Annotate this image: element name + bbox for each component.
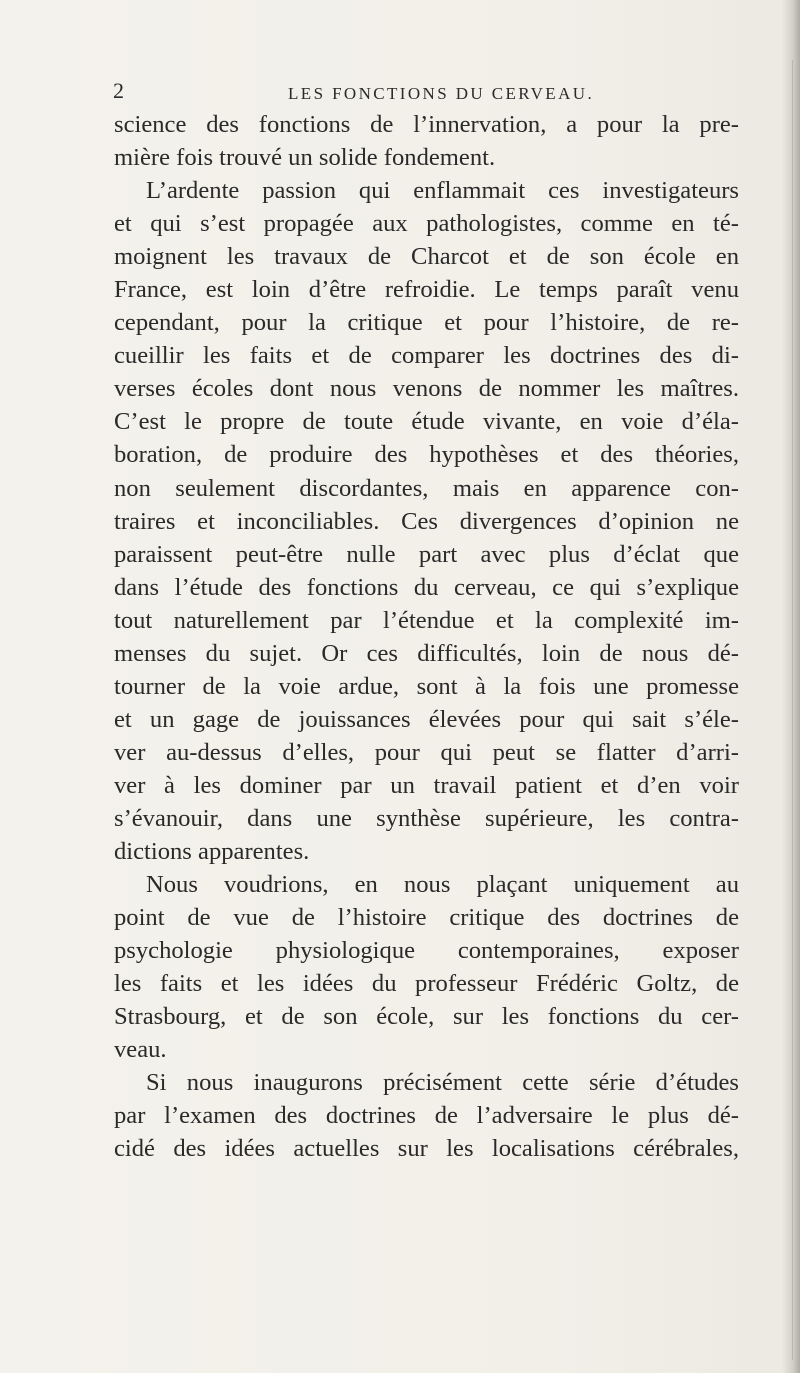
text-line: point de vue de l’histoire critique des doctrines de (114, 904, 739, 932)
text-line: non seulement discordantes, mais en apparence con- (114, 474, 739, 502)
text-line: ver au-dessus d’elles, pour qui peut se flatter d’arri- (114, 738, 739, 766)
text-line: dictions apparentes. (114, 838, 310, 866)
text-line: tourner de la voie ardue, sont à la fois une promesse (114, 672, 739, 700)
text-line: traires et inconciliables. Ces divergences d’opinion ne (114, 507, 739, 535)
text-line: mière fois trouvé un solide fondement. (114, 144, 496, 172)
text-line: boration, de produire des hypothèses et des théories, (114, 441, 739, 469)
text-line: Nous voudrions, en nous plaçant uniquement au (146, 871, 739, 899)
text-line: C’est le propre de toute étude vivante, en voie d’éla- (114, 408, 739, 436)
page-edge-line (792, 60, 793, 1360)
text-line: L’ardente passion qui enflammait ces investigateurs (146, 177, 739, 205)
page-number: 2 (113, 78, 124, 103)
text-line: les faits et les idées du professeur Frédéric Goltz, de (114, 970, 739, 998)
text-line: psychologie physiologique contemporaines, exposer (114, 937, 739, 965)
text-line: France, est loin d’être refroidie. Le temps paraît venu (114, 276, 739, 304)
body-text (114, 108, 739, 1166)
text-line: verses écoles dont nous venons de nommer les maîtres. (114, 375, 739, 403)
running-head (0, 78, 800, 108)
text-line: par l’examen des doctrines de l’adversaire le plus dé- (114, 1102, 739, 1130)
text-line: et un gage de jouissances élevées pour qui sait s’éle- (114, 705, 739, 733)
text-line: moignent les travaux de Charcot et de son école en (114, 243, 739, 271)
text-line: dans l’étude des fonctions du cerveau, ce qui s’explique (114, 573, 739, 601)
text-line: veau. (114, 1036, 167, 1064)
text-line: s’évanouir, dans une synthèse supérieure, les contra- (114, 804, 739, 832)
page-edge-shadow (782, 0, 800, 1373)
text-line: cidé des idées actuelles sur les localisations cérébrales, (114, 1135, 739, 1163)
text-line: science des fonctions de l’innervation, a pour la pre- (114, 111, 739, 138)
text-line: Si nous inaugurons précisément cette série d’études (146, 1069, 739, 1097)
text-line: cependant, pour la critique et pour l’histoire, de re- (114, 309, 739, 337)
text-line: et qui s’est propagée aux pathologistes, comme en té- (114, 210, 739, 238)
text-line: tout naturellement par l’étendue et la complexité im- (114, 606, 739, 634)
text-line: Strasbourg, et de son école, sur les fonctions du cer- (114, 1003, 739, 1031)
text-line: cueillir les faits et de comparer les doctrines des di- (114, 342, 739, 370)
text-line: menses du sujet. Or ces difficultés, loin de nous dé- (114, 639, 739, 667)
running-title: LES FONCTIONS DU CERVEAU. (288, 84, 595, 103)
text-line: ver à les dominer par un travail patient et d’en voir (114, 771, 739, 799)
text-line: paraissent peut-être nulle part avec plus d’éclat que (114, 540, 739, 568)
